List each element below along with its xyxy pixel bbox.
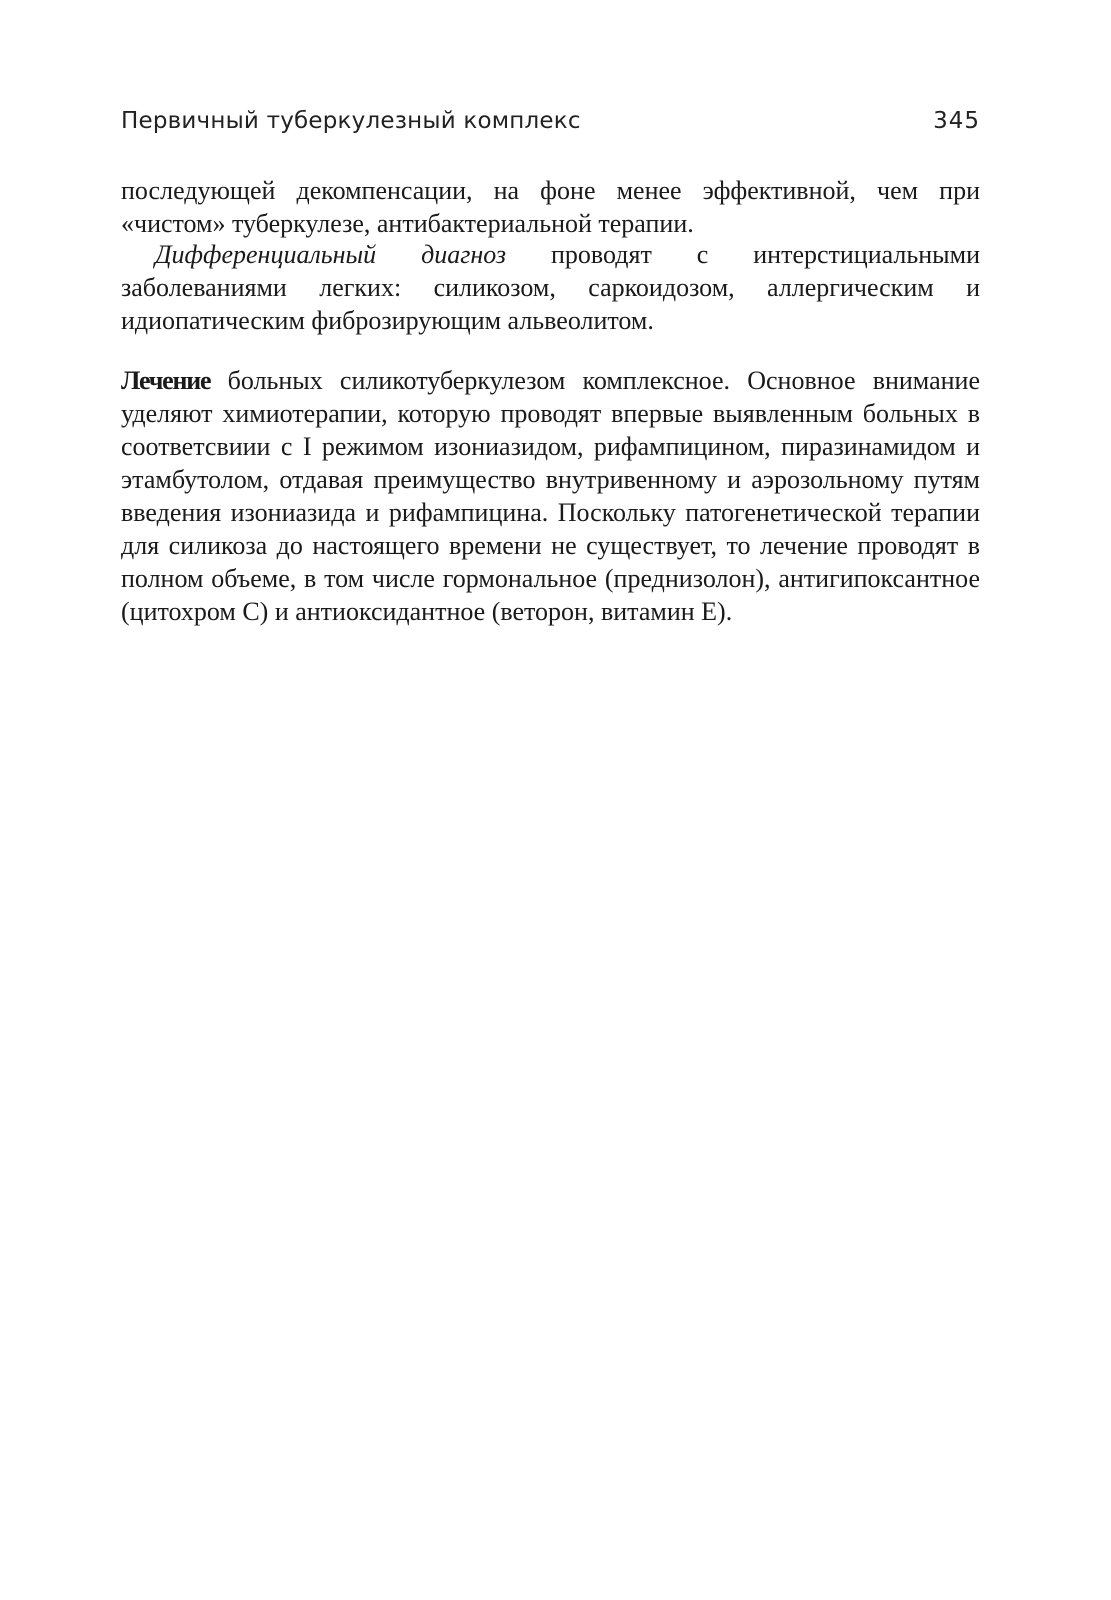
paragraph-text [121, 364, 980, 628]
chapter-title: Первичный туберкулезный комплекс [121, 108, 581, 134]
paragraph-treatment [121, 364, 980, 628]
italic-term: Дифференциальный диагноз [155, 240, 507, 269]
paragraph-text [121, 238, 980, 337]
paragraph-body: больных силикотуберкулезом комплексное. Основное внимание уделяют химиотерапии, которую проводят впервые выявленным больных в соответсвиии с I режимом изониазидом, рифампицином, пиразинамидом и этамбутолом, отдавая преимущество внутривенному и аэрозольному путям введения изониазида и рифампицина. Поскольку патогенетической терапии для силикоза до настоящего времени не существует, то лечение проводят в полном объеме, в том числе гормональное (преднизолон), антигипоксантное (цитохром С) и антиоксидантное (веторон, витамин Е). [121, 366, 980, 626]
running-header [121, 108, 980, 144]
paragraph-continuation [121, 174, 980, 240]
bold-term: Лечение [121, 366, 211, 395]
paragraph-text: последующей декомпенсации, на фоне менее эффективной, чем при «чистом» туберкулезе, антибактериальной терапии. [121, 176, 980, 238]
page-number: 345 [933, 108, 980, 134]
paragraph-body: проводят с интерстициальными заболеваниями легких: силикозом, саркоидозом, аллергическим и идиопатическим фиброзирующим альвеолитом. [121, 240, 980, 335]
paragraph-differential-diagnosis [121, 238, 980, 337]
